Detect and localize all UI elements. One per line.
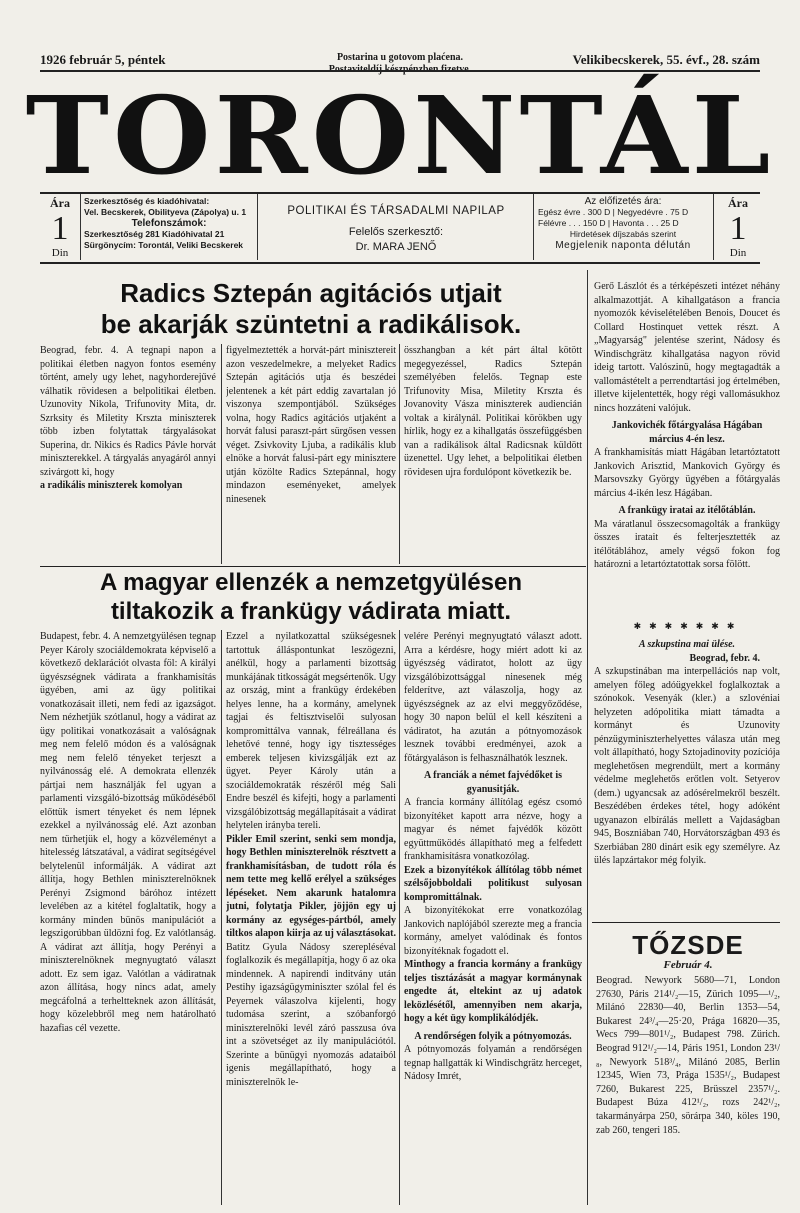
price-right <box>718 196 758 259</box>
price-left-amount: 1 <box>51 210 69 247</box>
price-left-label: Ára <box>50 196 70 210</box>
divider <box>713 194 714 260</box>
issue-date: 1926 február 5, péntek <box>40 52 166 67</box>
skupstina-article <box>594 638 780 918</box>
article1-headline <box>40 278 582 340</box>
article2-text-3: velére Perényi megnyugtató választ adott. Arra a kérdésre, hogy miért adott ki az ügyészség vádiratot, holott az ügy vizsgálóbizottsággal ninesenek még felderítve, azt válaszolja, hogy az ügyészségnek az az elvi meggyőződése, hogy 30 napon belül el kell készíteni a vádiratot, ha azután a pótnyomozások lesznek további eredményei, azok a főtárgyaláson is felhasználhatók lesznek. <box>404 631 582 764</box>
editor-label: Felelős szerkesztő: <box>348 226 444 238</box>
divider <box>80 194 81 260</box>
price-right-unit: Din <box>729 247 747 259</box>
right-subhead-2: A frankügy iratai az itélőtáblán. <box>618 505 756 516</box>
article2-text-5: A bizonyítékokat erre vonatkozólag Jankovich naplójából szerezte meg a francia kormány, amelyet valódinak és fontos bizonyítéknak fogadott el. <box>404 905 582 957</box>
divider <box>257 194 258 260</box>
article2-text-2b: Batitz Gyula Nádosy szerepléséval foglalkozik és megállapítja, hogy ő az oka mindennek. A napirendi inditvány után Pestihy igazságügyminiszter szólal fel és Peyernek válaszolva kijelenti, hogy tudomása szerint, a szóbanforgó miniszterelnöki levél záró passzusa óva int a szövetséget az ily manipulációtól. Szerinte a bünügyi nyomozás adataiból igenis megállapítható, hogy a miniszterelnök le- <box>226 941 396 1088</box>
article1-headline-line-2: be akarják szüntetni a radikálisok. <box>100 309 522 339</box>
column-rule <box>399 344 400 564</box>
article2-column-1 <box>40 630 216 1208</box>
article1-column-2 <box>226 344 396 566</box>
ads-note: Hirdetések díjszabás szerint <box>569 229 677 239</box>
paper-info <box>262 204 530 255</box>
article2-text-6-bold: Minthogy a francia kormány a frankügy teljes tisztázását a magyar kormánynak engedte át, eltekint az uj adatok leközlésétől, amennyiben nem akarja, hogy a két ügy komplikálódjék. <box>404 959 582 1024</box>
postage-line-2: Postaviteldíj készpénzben fizetve. <box>328 64 472 75</box>
tozsde-date: Február 4. <box>663 959 713 971</box>
article2-text-4-bold: Ezek a bizonyítékok állítólag több német szélsőjobboldali politikust sulyosan kompromittálnak. <box>404 864 582 903</box>
editorial-line-4: Szerkesztőség 281 Kiadóhivatal 21 <box>84 229 225 239</box>
article1-text-1: Beograd, febr. 4. A tegnapi napon a politikai életben nagyon fontos esemény történt, amely ugy lehet, nagyhorderejűvé válhatik rövidesen a belpolitikai életben. Uzunovity Nikola, Trifunovity Mita, dr. Szrksity és Miletity Krszta miniszterek több izben folytattak tárgyalásokat Superina, dr. Nikics és Radics Pávle horvát miniszterekkel. A tárgyalás anyagáról annyi szivárgott ki, hogy <box>40 345 216 478</box>
article1-text-3: összhangban a két párt által kötött megegyezéssel, Radics Sztepán személyében felelős. Tegnap este Trifunovity Misa, Miletity Krszta és Jovanovity Vásza miniszterek audiencián voltak a királynál. Politikai körökben ugy hírlik, hogy ez a kihallgatás összefüggésben van a radikálisok által Radicsnak küldött üzenettel. Ugy lehet, a belpolitikai életben rövidesen ujra fordulópont következik be. <box>404 345 582 478</box>
subscription-box <box>538 196 708 251</box>
editorial-line-2: Vel. Becskerek, Obilityeva (Zápolya) u. 1 <box>84 207 247 217</box>
article2-subhead-1: A franciák a német fajvédőket is gyanusitják. <box>423 770 563 795</box>
skupstina-text: A szkupstinában ma interpellációs nap volt, amelyen főleg adóügyekkel foglalkoztak a szónokok. Vesenyák (kler.) a szlovéniai helyzeten adópolitika miatt támadta a kormányt és Uzunovity pénzügyminiszterhelyettes válasza után meg volt állapítható, hogy Sztojadinovity pozíciója meglehetősen megrendült, mert a kormány védelme meglehetős erőtlen volt. Setyerov (dem.) ugyancsak az adósérelmekről beszélt. Beszédében érdekes tétel, hogy adóként ugyanazon elbírálás mellett a Vajdaságban 945, Boszniában 740, Horvátországban 493 és Szerbiában 280 dinárt esik egy személyre. Az ülés lapzártakor még folyik. <box>594 666 780 866</box>
right-subhead-1: Jankovichék főtárgyalása Hágában március 4-én lesz. <box>611 420 763 445</box>
price-left-unit: Din <box>51 247 69 259</box>
editorial-line-3: Telefonszámok: <box>131 218 207 229</box>
tozsde-title: TŐZSDE <box>632 930 744 960</box>
article1-text-2: figyelmeztették a horvát-párt minisztereit azon veszedelmekre, a melyeket Radics Sztepán agitációs utja és beszédei jelentenek a két párt eddig zavartalan jó viszonya szempontjából. Szükséges volna, hogy Radics agitációs utjaként a horvát falusi paraszt-párt sürgősen vessen véget. Zsivkovity Ljuba, a radikális klub elnöke a horvát falusi-párt egy minisztere utján közölte Radics Sztepánnal, hogy mindazon eseményeket, amelyek ninesenek <box>226 345 396 505</box>
article2-text-2: Ezzel a nyilatkozattal szükségesnek tartottuk álláspontunkat leszögezni, anélkül, hogy a parlamenti bizottság munkájának titkosságát megsértenők. Ugy az ország, mint a frankügy érdekében helyes lenne, ha a kormány, amelynek tagjai és feltisztviselői sulyosan kompromittálva vannak, félreállana és lehetővé tenné, hogy igy tisztességes emberek teljesen kivizsgálják ezt az ügyet. Peyer Károly után a szociáldemokraták részéről még Sali Endre beszél és kifejti, hogy a parlamenti vizsgálóbizottság megállapításait a vádirat helytelen irányba tereli. <box>226 631 396 831</box>
article2-headline-line-2: tiltakozik a frankügy vádirata miatt. <box>110 598 512 625</box>
tozsde-body: Beograd. Newyork 5680—71, London 27630, Páris 214¹/₂—15, Zürich 1095—¹/₂, Milánó 22830—40, Berlin 1353—54, Bukarest 24³/₄—25·20, Prága 16820—35, Wecs 799—801¹/₂, Budapest 798. Zürich. Beograd 912¹/₂—14, Páris 1951, London 23¹/₈, Newyork 518³/₄, Milánó 2085, Berlin 12345, Wien 73, Prága 1535¹/₂, Budapest 7260, Bukarest 225, Brüsszel 2357¹/₂. Budapest Búza 412¹/₂, rozs 242¹/₂, takarmányárpa 250, sörárpa 340, köles 190, zab 260, tengeri 185. <box>596 975 780 1136</box>
star-divider: ✱✱✱✱✱✱✱ <box>633 622 743 632</box>
right-text-3: Ma váratlanul összecsomagolták a frankügy összes iratait és felterjesztették az itélőtáblához, amely végső fokon fog határozni a letartóztatottak sorsa fölött. <box>594 518 780 570</box>
article1-column-3 <box>404 344 582 566</box>
article1-text-1-bold: a radikális miniszterek komolyan <box>40 480 183 491</box>
subscription-row-1: Egész évre . 300 D | Negyedévre . 75 D <box>538 207 689 217</box>
place-issue: Velikibecskerek, 55. évf., 28. szám <box>572 52 760 67</box>
masthead-title: TORONTÁL <box>25 73 775 199</box>
article2-column-2 <box>226 630 396 1208</box>
column-rule <box>221 630 222 1205</box>
editorial-line-5: Sürgönycím: Torontál, Veliki Becskerek <box>84 240 244 250</box>
masthead-rule <box>40 192 760 194</box>
article1-headline-line-1: Radics Sztepán agitációs utjait <box>120 278 502 308</box>
editorial-office <box>84 196 254 251</box>
article2-text-4: A francia kormány állítólag egész csomó bizonyítéket kapott arra nézve, hogy a magyar és német fajvédők között együttműködés állapítható meg a felfedett frankhamisításra vonatkozólag. <box>404 797 582 862</box>
article2-text-7: A pótnyomozás folyamán a rendőrségen tegnap hallgatták ki Windischgrätz herceget, Nádosy Imrét, <box>404 1044 582 1082</box>
editor-name: Dr. MARA JENŐ <box>355 241 437 253</box>
column-rule <box>587 270 588 1205</box>
article2-column-3 <box>404 630 582 1208</box>
header-rule <box>40 262 760 264</box>
subscription-row-2: Félévre . . . 150 D | Havonta . . . 25 D <box>538 218 679 228</box>
article1-column-1 <box>40 344 216 566</box>
right-text-2: A frankhamisítás miatt Hágában letartóztatott Jankovich Arisztid, Mankovich György és Marsovszky György ügyében a főtárgyalás március 4-ikén lesz Hágában. <box>594 447 780 499</box>
right-column-top <box>594 280 780 615</box>
article2-text-2-bold: Pikler Emil szerint, senki sem mondja, hogy Bethlen miniszterelnök résztvett a frankhamisításban, de tudott róla és nem tette meg kellő erélyel a szükséges lépéseket. Nem akarunk hatalomra jutni, folytatja Pikler, jöjjön egy uj kormány az egységes-pártból, amely tiltkos alapon kiirja az uj választásokat. <box>226 833 396 939</box>
price-left <box>40 196 80 259</box>
skupstina-title: A szkupstina mai ülése. <box>638 639 736 650</box>
editorial-line-1: Szerkesztőség és kiadóhivatal: <box>84 196 210 206</box>
postage-note <box>300 52 500 76</box>
tozsde-rule <box>592 922 780 923</box>
article2-text-1: Budapest, febr. 4. A nemzetgyülésen tegnap Peyer Károly szociáldemokrata képviselő a következő deklarációt olvasta föl: A királyi ügyészségnek vádirata a frankhamisítás ügyében, ami az ügy politikai vonatkozásait illeti, nem fedi az igazságot. Nem nézhetjük szótlanul, hogy a vádirat az ügy politikai vonatkozásait a valóságnak meg nem felelő módon és a valóságnak meg nem felelő tényeket terjeszt a nyilvánosság elé. A demokrata ellenzék pártjai nem használják fel ugyan a parlamenti vizsgáló-bizottság működéséből előttük ismert tényeket és nem lépnek ezekkel a nyilvánosság elé. Azt azonban nem türhetjük el, hogy a közvéleményt a hitelesség látszatával, a vádirat segítségével belytelenül informálják. A vádirat azt állítja, hogy Bethlen miniszterelnöknek Perényi Zsigmond báróhoz intézett levelében az a kitétel foglaltatik, hogy a kormány minden bünös manipulációt a legszigorúbban üldözni fog. Ez valótlanság. A vádirat azt állítja, hogy Perényi a miniszterelnöknek megnyugtató választ adott. Ez sem igaz. Valótlan a vádiratnak azon állítása, hogy nincs adat, amely megcáfolná a terheltteknek azon állítását, hogy közelebbről meg nem határolható hazafias cél vezette. <box>40 631 216 1034</box>
column-rule <box>399 630 400 1205</box>
price-right-amount: 1 <box>729 210 747 247</box>
paper-subtitle: POLITIKAI ÉS TÁRSADALMI NAPILAP <box>287 205 505 217</box>
divider <box>533 194 534 260</box>
subscription-title: Az előfizetés ára: <box>584 196 662 207</box>
right-text-1: Gerő Lászlót és a térképészeti intézet néhány alkalmazottját. A kihallgatáson a francia nyomozók kéviselételében Benois, Doucet és Collard Hostinquet vettek részt. A „Magyarság" jelentése szerint, Nádosy és Windischgrätz kihallgatása nagyon rövid ideig tartott. Valószinü, hogy megtagadták a vallomástételt a perrendtartási jog értelmében, illetve kijelentették, hogy régi vallomásukhoz nincs hozzáteni valójuk. <box>594 281 780 414</box>
article-rule <box>40 566 586 567</box>
top-rule <box>40 70 760 72</box>
skupstina-dateline: Beograd, febr. 4. <box>689 652 760 664</box>
article2-subhead-2: A rendőrségen folyik a pótnyomozás. <box>414 1030 572 1042</box>
column-rule <box>221 344 222 564</box>
article2-headline-line-1: A magyar ellenzék a nemzetgyülésen <box>100 569 522 596</box>
appears-note: Megjelenik naponta délután <box>555 240 691 251</box>
article2-headline <box>40 568 582 626</box>
postage-line-1: Postarina u gotovom plaćena. <box>336 52 464 63</box>
price-right-label: Ára <box>728 196 748 210</box>
